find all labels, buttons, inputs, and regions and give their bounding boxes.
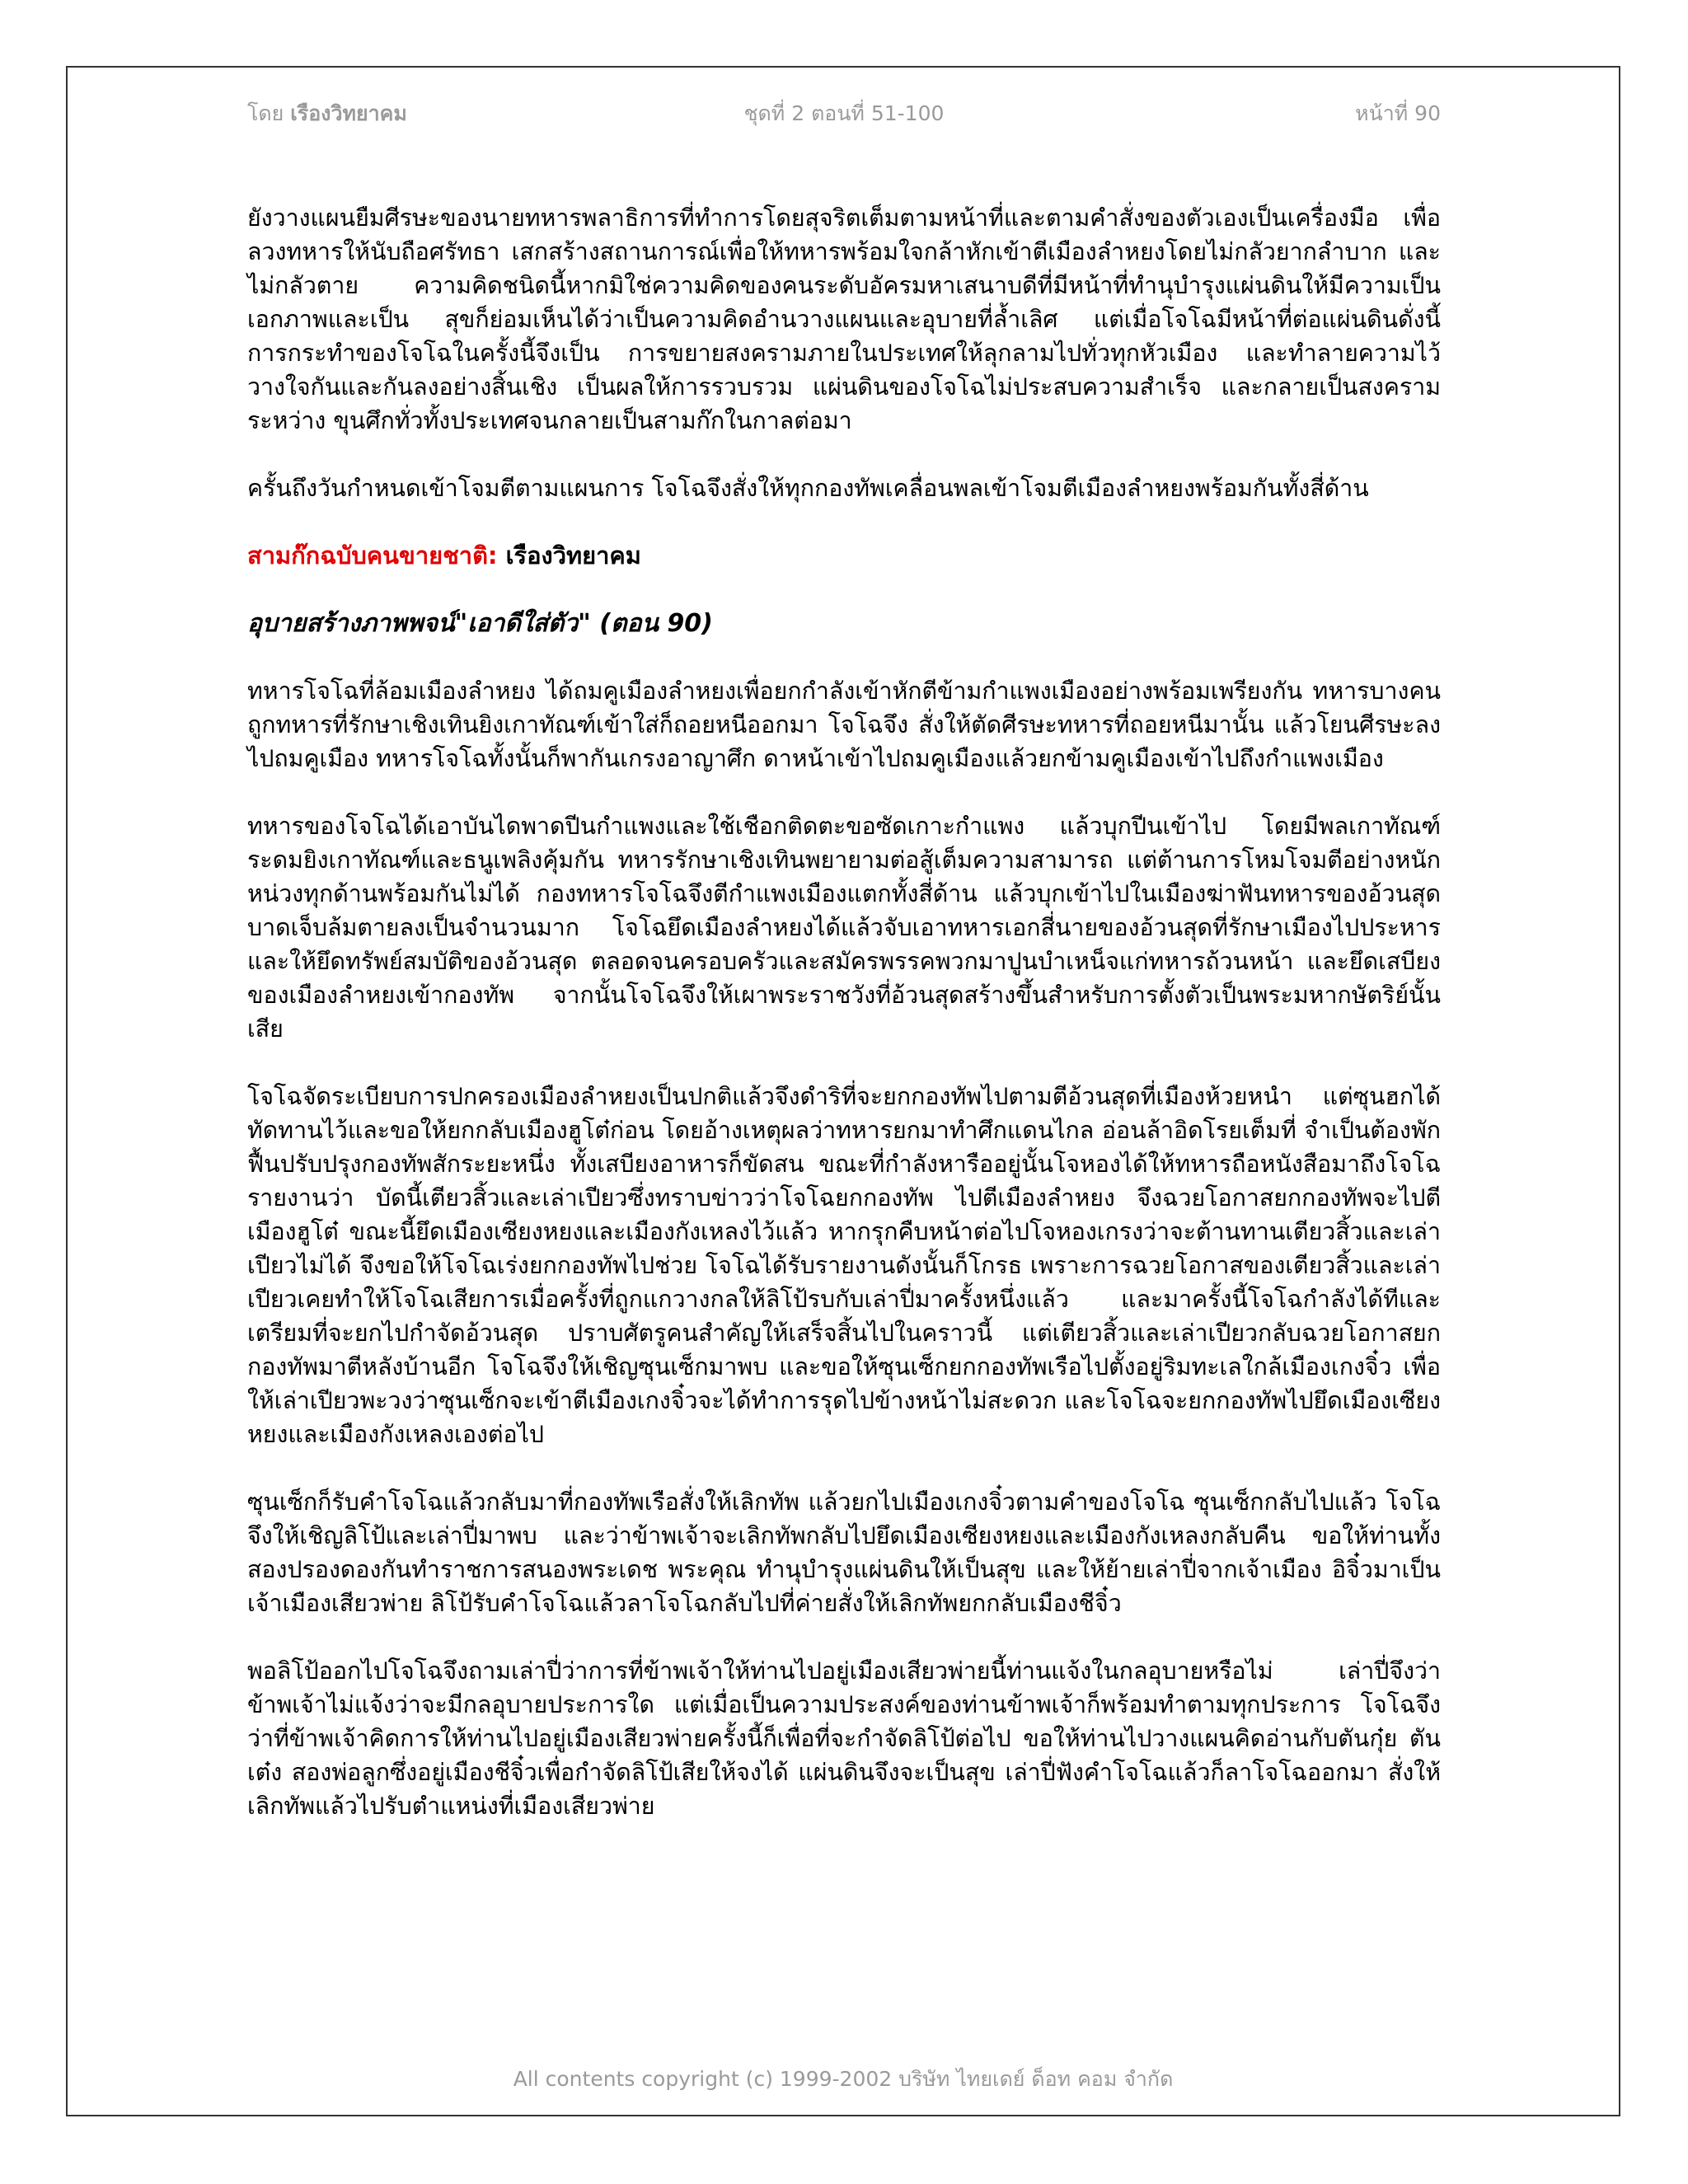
paragraph: โจโฉจัดระเบียบการปกครองเมืองลำหยงเป็นปกติแล้วจึงดำริที่จะยกกองทัพไปตามตีอ้วนสุดที่เมืองห้วยหนำ แต่ซุนฮกได้ทัดทานไว้และขอให้ยกกลับเมืองฮูโต๋ก่อน โดยอ้างเหตุผลว่าทหารยกมาทำศึกแดนไกล อ่อนล้าอิดโรยเต็มที่ จำเป็นต้องพักฟื้นปรับปรุงกองทัพสักระยะหนึ่ง ทั้งเสบียงอาหารก็ขัดสน ขณะที่กำลังหารืออยู่นั้นโจหองได้ให้ทหารถือหนังสือมาถึงโจโฉรายงานว่า บัดนี้เตียวสิ้วและเล่าเปียวซึ่งทราบข่าวว่าโจโฉยกกองทัพ ไปตีเมืองลำหยง จึงฉวยโอกาสยกกองทัพจะไปตีเมืองฮูโต๋ ขณะนี้ยึดเมืองเซียงหยงและเมืองกังเหลงไว้แล้ว หากรุกคืบหน้าต่อไปโจหองเกรงว่าจะต้านทานเตียวสิ้วและเล่าเปียวไม่ได้ จึงขอให้โจโฉเร่งยกกองทัพไปช่วย โจโฉได้รับรายงานดังนั้นก็โกรธ เพราะการฉวยโอกาสของเตียวสิ้วและเล่าเปียวเคยทำให้โจโฉเสียการเมื่อครั้งที่ถูกแกวางกลให้ลิโป้รบกับเล่าปี่มาครั้งหนึ่งแล้ว และมาครั้งนี้โจโฉกำลังได้ทีและเตรียมที่จะยกไปกำจัดอ้วนสุด ปราบศัตรูคนสำคัญให้เสร็จสิ้นไปในคราวนี้ แต่เตียวสิ้วและเล่าเปียวกลับฉวยโอกาสยกกองทัพมาตีหลังบ้านอีก โจโฉจึงให้เชิญซุนเซ็กมาพบ และขอให้ซุนเซ็กยกกองทัพเรือไปตั้งอยู่ริมทะเลใกล้เมืองเกงจิ๋ว เพื่อให้เล่าเปียวพะวงว่าซุนเซ็กจะเข้าตีเมืองเกงจิ๋วจะได้ทำการรุดไปข้างหน้าไม่สะดวก และโจโฉจะยกกองทัพไปยึดเมืองเซียงหยงและเมืองกังเหลงเองต่อไป (247, 1083, 1441, 1448)
section-title-series: สามก๊กฉบับคนขายชาติ: (247, 541, 498, 569)
paragraph: ยังวางแผนยืมศีรษะของนายทหารพลาธิการที่ทำการโดยสุจริตเต็มตามหน้าที่และตามคำสั่งของตัวเองเป็นเครื่องมือ เพื่อลวงทหารให้นับถือศรัทธา เสกสร้างสถานการณ์เพื่อให้ทหารพร้อมใจกล้าหักเข้าตีเมืองลำหยงโดยไม่กลัวยากลำบาก และไม่กลัวตาย ความคิดชนิดนี้หากมิใช่ความคิดของคนระดับอัครมหาเสนาบดีที่มีหน้าที่ทำนุบำรุงแผ่นดินให้มีความเป็นเอกภาพและเป็น สุขก็ย่อมเห็นได้ว่าเป็นความคิดอำนวางแผนและอุบายที่ล้ำเลิศ แต่เมื่อโจโฉมีหน้าที่ต่อแผ่นดินดั่งนี้ การกระทำของโจโฉในครั้งนี้จึงเป็น การขยายสงครามภายในประเทศให้ลุกลามไปทั่วทุกหัวเมือง และทำลายความไว้วางใจกันและกันลงอย่างสิ้นเชิง เป็นผลให้การรวบรวม แผ่นดินของโจโฉไม่ประสบความสำเร็จ และกลายเป็นสงครามระหว่าง ขุนศึกทั่วทั้งประเทศจนกลายเป็นสามก๊กในกาลต่อมา (247, 204, 1441, 434)
copyright-footer: All contents copyright (c) 1999-2002 บริษัท ไทยเดย์ ด็อท คอม จำกัด (513, 2067, 1174, 2091)
header-page-number: หน้าที่ 90 (1355, 101, 1441, 125)
article-body (247, 201, 1441, 1857)
page-header (247, 97, 1441, 130)
paragraph: พอลิโป้ออกไปโจโฉจึงถามเล่าปี่ว่าการที่ข้าพเจ้าให้ท่านไปอยู่เมืองเสียวพ่ายนี้ท่านแจ้งในกลอุบายหรือไม่ เล่าปี่จึงว่าข้าพเจ้าไม่แจ้งว่าจะมีกลอุบายประการใด แต่เมื่อเป็นความประสงค์ของท่านข้าพเจ้าก็พร้อมทำตามทุกประการ โจโฉจึงว่าที่ข้าพเจ้าคิดการให้ท่านไปอยู่เมืองเสียวพ่ายครั้งนี้ก็เพื่อที่จะกำจัดลิโป้ต่อไป ขอให้ท่านไปวางแผนคิดอ่านกับตันกุ๋ย ตันเต๋ง สองพ่อลูกซึ่งอยู่เมืองชีจิ๋วเพื่อกำจัดลิโป้เสียให้จงได้ แผ่นดินจึงจะเป็นสุข เล่าปี่ฟังคำโจโฉแล้วก็ลาโจโฉออกมา สั่งให้เลิกทัพแล้วไปรับตำแหน่งที่เมืองเสียวพ่าย (247, 1657, 1441, 1820)
section-title (247, 539, 1441, 573)
episode-title: อุบายสร้างภาพพจน์"เอาดีใส่ตัว" (ตอน 90) (247, 609, 713, 638)
paragraph: ทหารโจโฉที่ล้อมเมืองลำหยง ได้ถมคูเมืองลำหยงเพื่อยกกำลังเข้าหักตีข้ามกำแพงเมืองอย่างพร้อมเพรียงกัน ทหารบางคนถูกทหารที่รักษาเชิงเทินยิงเกาทัณฑ์เข้าใส่ก็ถอยหนีออกมา โจโฉจึง สั่งให้ตัดศีรษะทหารที่ถอยหนีมานั้น แล้วโยนศีรษะลงไปถมคูเมือง ทหารโจโฉทั้งนั้นก็พากันเกรงอาญาศึก ดาหน้าเข้าไปถมคูเมืองแล้วยกข้ามคูเมืองเข้าไปถึงกำแพงเมือง (247, 677, 1441, 772)
paragraph: ทหารของโจโฉได้เอาบันไดพาดปีนกำแพงและใช้เชือกติดตะขอซัดเกาะกำแพง แล้วบุกปีนเข้าไป โดยมีพลเกาทัณฑ์ระดมยิงเกาทัณฑ์และธนูเพลิงคุ้มกัน ทหารรักษาเชิงเทินพยายามต่อสู้เต็มความสามารถ แต่ต้านการโหมโจมตีอย่างหนักหน่วงทุกด้านพร้อมกันไม่ได้ กองทหารโจโฉจึงตีกำแพงเมืองแตกทั้งสี่ด้าน แล้วบุกเข้าไปในเมืองฆ่าฟันทหารของอ้วนสุดบาดเจ็บล้มตายลงเป็นจำนวนมาก โจโฉยึดเมืองลำหยงได้แล้วจับเอาทหารเอกสี่นายของอ้วนสุดที่รักษาเมืองไปประหาร และให้ยึดทรัพย์สมบัติของอ้วนสุด ตลอดจนครอบครัวและสมัครพรรคพวกมาปูนบำเหน็จแก่ทหารถ้วนหน้า และยึดเสบียงของเมืองลำหยงเข้ากองทัพ จากนั้นโจโฉจึงให้เผาพระราชวังที่อ้วนสุดสร้างขึ้นสำหรับการตั้งตัวเป็นพระมหากษัตริย์นั้นเสีย (247, 813, 1441, 1043)
section-title-author: เรืองวิทยาคม (505, 541, 641, 569)
paragraph: ครั้นถึงวันกำหนดเข้าโจมตีตามแผนการ โจโฉจึงสั่งให้ทุกกองทัพเคลื่อนพลเข้าโจมตีเมืองลำหยงพร้อมกันทั้งสี่ด้าน (247, 475, 1369, 502)
header-series: ชุดที่ 2 ตอนที่ 51-100 (743, 101, 945, 125)
paragraph: ซุนเซ็กก็รับคำโจโฉแล้วกลับมาที่กองทัพเรือสั่งให้เลิกทัพ แล้วยกไปเมืองเกงจิ๋วตามคำของโจโฉ ซุนเซ็กกลับไปแล้ว โจโฉจึงให้เชิญลิโป้และเล่าปี่มาพบ และว่าข้าพเจ้าจะเลิกทัพกลับไปยึดเมืองเซียงหยงและเมืองกังเหลงกลับคืน ขอให้ท่านทั้งสองปรองดองกันทำราชการสนองพระเดช พระคุณ ทำนุบำรุงแผ่นดินให้เป็นสุข และให้ย้ายเล่าปี่จากเจ้าเมือง อิจิ๋วมาเป็นเจ้าเมืองเสียวพ่าย ลิโป้รับคำโจโฉแล้วลาโจโฉกลับไปที่ค่ายสั่งให้เลิกทัพยกกลับเมืองชีจิ๋ว (247, 1488, 1441, 1617)
header-author-prefix: โดย (247, 101, 284, 125)
header-author-name: เรืองวิทยาคม (290, 101, 407, 125)
